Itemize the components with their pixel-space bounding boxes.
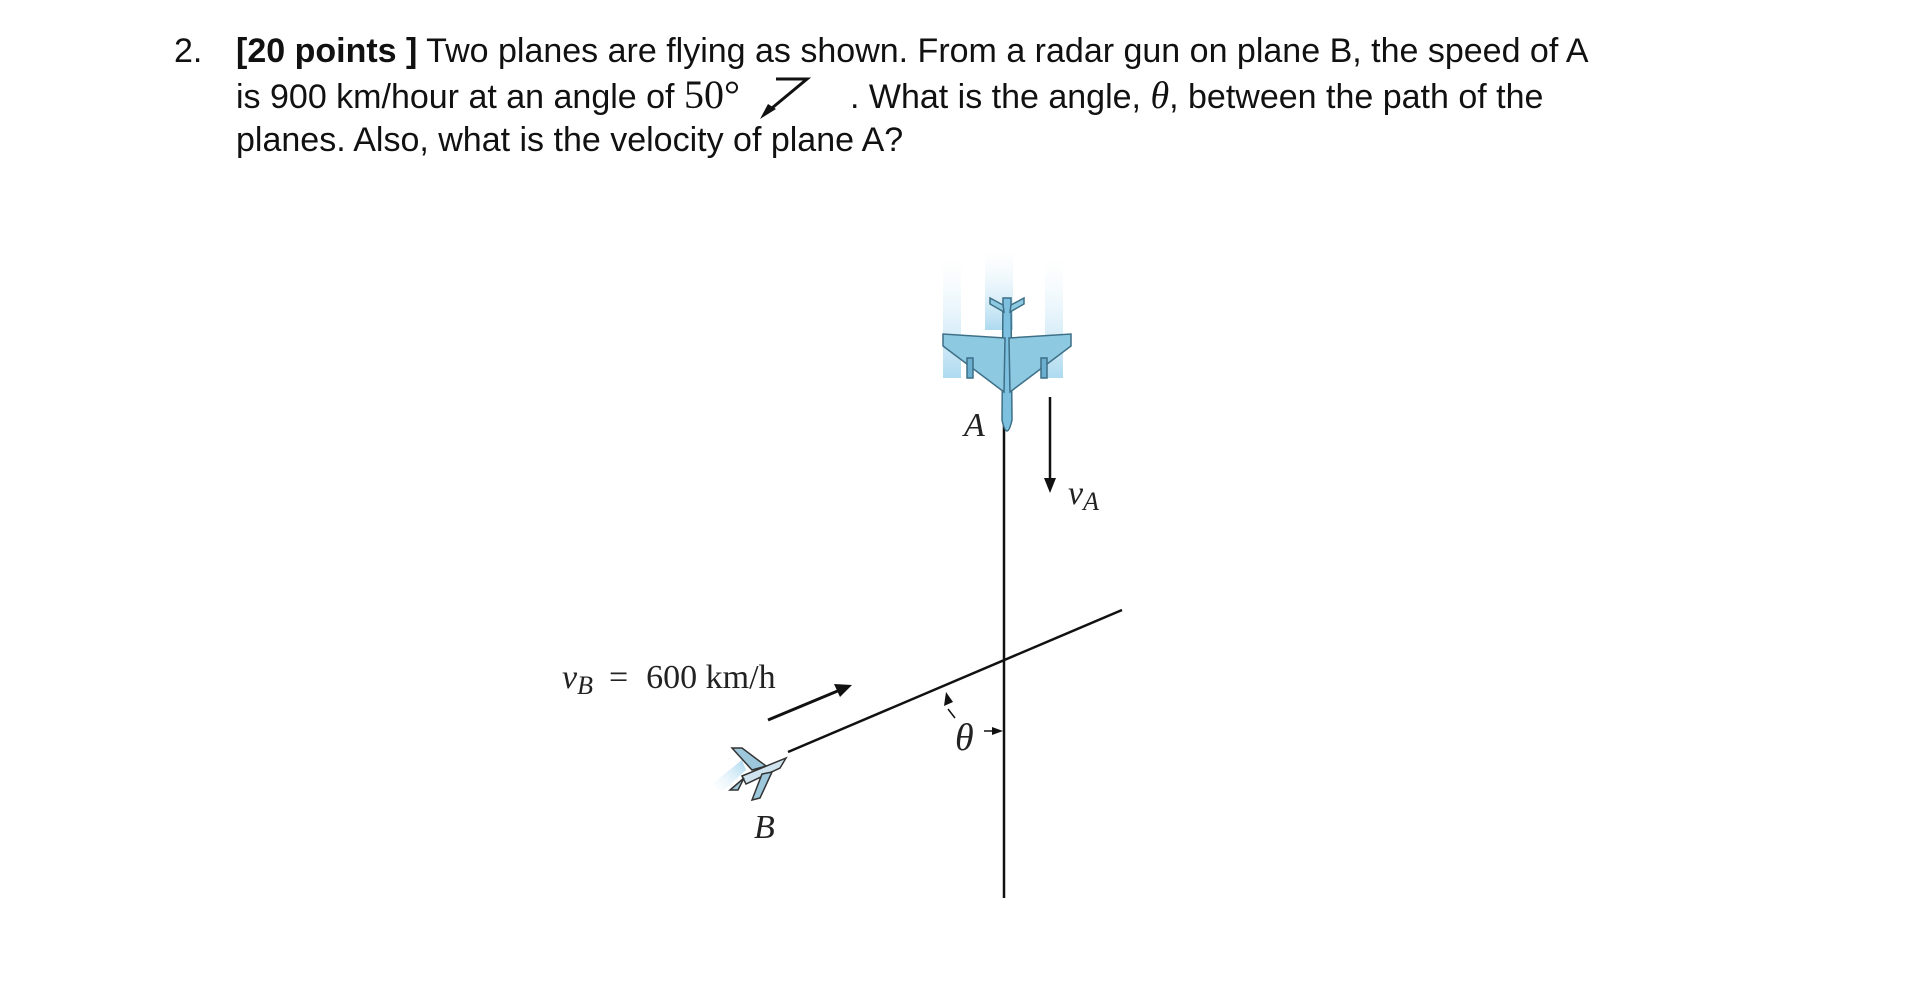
velocity-b-label [562, 659, 776, 700]
question-line-2-mid: What is the angle, [859, 78, 1151, 116]
points-label: [20 points ] [236, 32, 418, 70]
angle-value: 50° [683, 72, 740, 117]
velocity-b-label-sub: B [577, 671, 593, 700]
velocity-b-label-v: v [562, 659, 578, 696]
velocity-a-label-v: v [1068, 475, 1084, 512]
question-line-2-dot: . [849, 78, 860, 116]
velocity-a-label [1068, 475, 1099, 516]
question-line-3: planes. Also, what is the velocity of plane A? [236, 121, 904, 159]
plane-b-trail [712, 760, 746, 792]
velocity-b-label-eq: = [608, 659, 629, 696]
question-line-2-end: , between the path of the [1169, 78, 1544, 116]
question-line-1-text: Two planes are flying as shown. From a radar gun on plane B, the speed of A [417, 32, 1589, 70]
question-line-2-start: is 900 km/hour at an angle of [236, 78, 684, 116]
theta-symbol: θ [1150, 75, 1170, 117]
velocity-a-label-sub: A [1083, 487, 1099, 516]
question-number: 2. [174, 32, 203, 70]
theta-label: θ [955, 717, 974, 759]
plane-a-label: A [964, 407, 985, 444]
velocity-b-arrow [768, 684, 852, 720]
plane-b-label: B [754, 809, 775, 846]
velocity-b-label-value: 600 km/h [646, 659, 776, 696]
velocity-a-arrow [1044, 397, 1056, 493]
